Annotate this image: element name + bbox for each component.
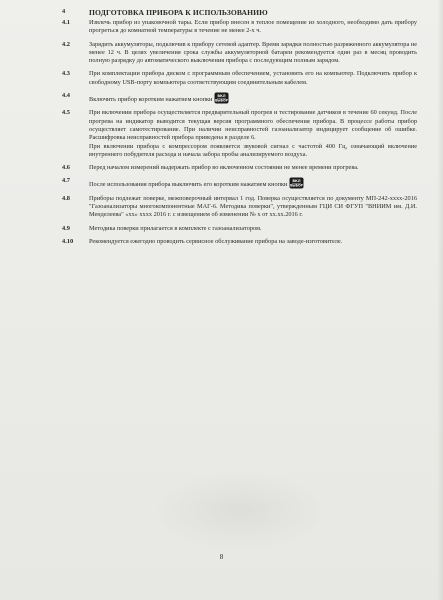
- item-text: При комплектации прибора диском с программным обеспечением, установить его на компьютер. Подключить прибор к свободному USB-порту компьютера соответствующим соединительным кабелем.: [89, 70, 417, 86]
- section-title: ПОДГОТОВКА ПРИБОРА К ИСПОЛЬЗОВАНИЮ: [89, 8, 268, 17]
- item-paragraph: [89, 19, 417, 36]
- item-body: [89, 19, 417, 36]
- item-text: При включении прибора осуществляется предварительный прогрев и тестирование датчиков в течение 60 секунд. После прогрева на индикатор выводится текущая версия программного обеспечения прибора. В процессе работы прибор осуществляет самотестирование. При наличии неисправностей газоанализатор индицирует сообщение об ошибке. Расшифровка неисправностей прибора приведена в разделе 6.: [89, 109, 417, 142]
- item-text: Извлечь прибор из упаковочной тары. Если прибор внесен в теплое помещение из холодного, необходимо дать прибору прогреться до комнатной температуры в течение не менее 2-х ч.: [89, 19, 417, 35]
- item-paragraph: [89, 41, 417, 66]
- item-body: [89, 70, 417, 87]
- item-number: 4.4: [62, 92, 70, 100]
- icon-line1: ВКЛ: [292, 179, 302, 184]
- list-item-4-8: [62, 195, 417, 220]
- item-number: 4.1: [62, 19, 70, 26]
- item-text: Рекомендуется ежегодно проводить сервисное обслуживание прибора на заводе-изготовителе.: [89, 237, 343, 245]
- item-body: [89, 238, 417, 246]
- power-select-button-icon: [289, 177, 304, 189]
- item-text: Включить прибор коротким нажатием кнопки: [89, 96, 213, 104]
- list-item-4-1: [62, 19, 417, 36]
- page-content: [62, 8, 417, 251]
- item-paragraph: [89, 70, 417, 87]
- list-item-4-5: [62, 109, 417, 159]
- scan-edge-shadow: [437, 0, 443, 600]
- item-body: [89, 41, 417, 66]
- item-text: Приборы подлежат поверке, межповерочный интервал 1 год. Поверка осуществляется по документу МП-242-хххх-2016 "Газоанализаторы многокомпонентные МАГ-6. Методика поверки", утвержденным ГЦИ СИ ФГУП "ВНИИМ им. Д.И. Менделеева" «хх» хххх 2016 г. с извещением об изменении № х от хх.хх.2016 г.: [89, 194, 417, 219]
- icon-line2: ВЫБОР: [215, 98, 229, 103]
- item-text: Зарядить аккумуляторы, подключив к прибору сетевой адаптер. Время зарядки полностью разряженного аккумулятора не менее 12 ч. В целях увеличения срока службы аккумуляторной батареи рекомендуется один раз в месяц проводить полную разрядку до автоматического выключения прибора с последующим полным зарядом.: [89, 40, 417, 65]
- item-body: [89, 225, 417, 233]
- page-number: 8: [219, 553, 224, 561]
- power-select-button-icon: [214, 92, 229, 104]
- item-body: [89, 164, 417, 172]
- section-heading: [62, 8, 417, 18]
- scan-smudge: [150, 470, 330, 550]
- item-number: 4.10: [62, 237, 74, 245]
- item-text: При включении прибора с компрессором появляется звуковой сигнал с частотой 400 Гц, означающий включение внутреннего побудителя расхода и начала забора пробы анализируемого воздуха.: [89, 142, 417, 158]
- item-text: Перед началом измерений выдержать прибор во включенном состоянии не менее времени прогрева.: [89, 164, 359, 172]
- item-number: 4.2: [62, 40, 70, 48]
- item-paragraph: [89, 164, 417, 172]
- item-paragraph: [89, 92, 417, 104]
- list-item-4-3: [62, 70, 417, 87]
- item-number: 4.7: [62, 177, 70, 185]
- item-paragraph: [89, 109, 417, 142]
- list-item-4-2: [62, 41, 417, 66]
- section-number: 4: [62, 8, 66, 15]
- item-body: [89, 109, 417, 159]
- list-item-4-7: [62, 177, 417, 189]
- list-item-4-6: [62, 164, 417, 172]
- icon-line2: ВЫБОР: [290, 184, 304, 189]
- list-item-4-10: [62, 238, 417, 246]
- item-paragraph: [89, 143, 417, 160]
- item-body: [89, 177, 417, 189]
- item-body: [89, 195, 417, 220]
- item-paragraph: [89, 195, 417, 220]
- item-text: После использования прибора выключить его коротким нажатием кнопки: [89, 181, 288, 189]
- item-body: [89, 92, 417, 104]
- list-item-4-4: [62, 92, 417, 104]
- item-number: 4.6: [62, 164, 70, 172]
- icon-line1: ВКЛ: [217, 94, 226, 99]
- item-text: Методика поверки прилагается в комплекте с газоанализатором.: [89, 224, 262, 232]
- item-number: 4.8: [62, 194, 70, 202]
- list-item-4-9: [62, 225, 417, 233]
- item-paragraph: [89, 225, 417, 233]
- item-number: 4.3: [62, 70, 70, 78]
- items-list: [62, 19, 417, 246]
- item-paragraph: [89, 238, 417, 246]
- item-paragraph: [89, 177, 417, 189]
- item-number: 4.5: [62, 109, 70, 117]
- item-number: 4.9: [62, 224, 70, 232]
